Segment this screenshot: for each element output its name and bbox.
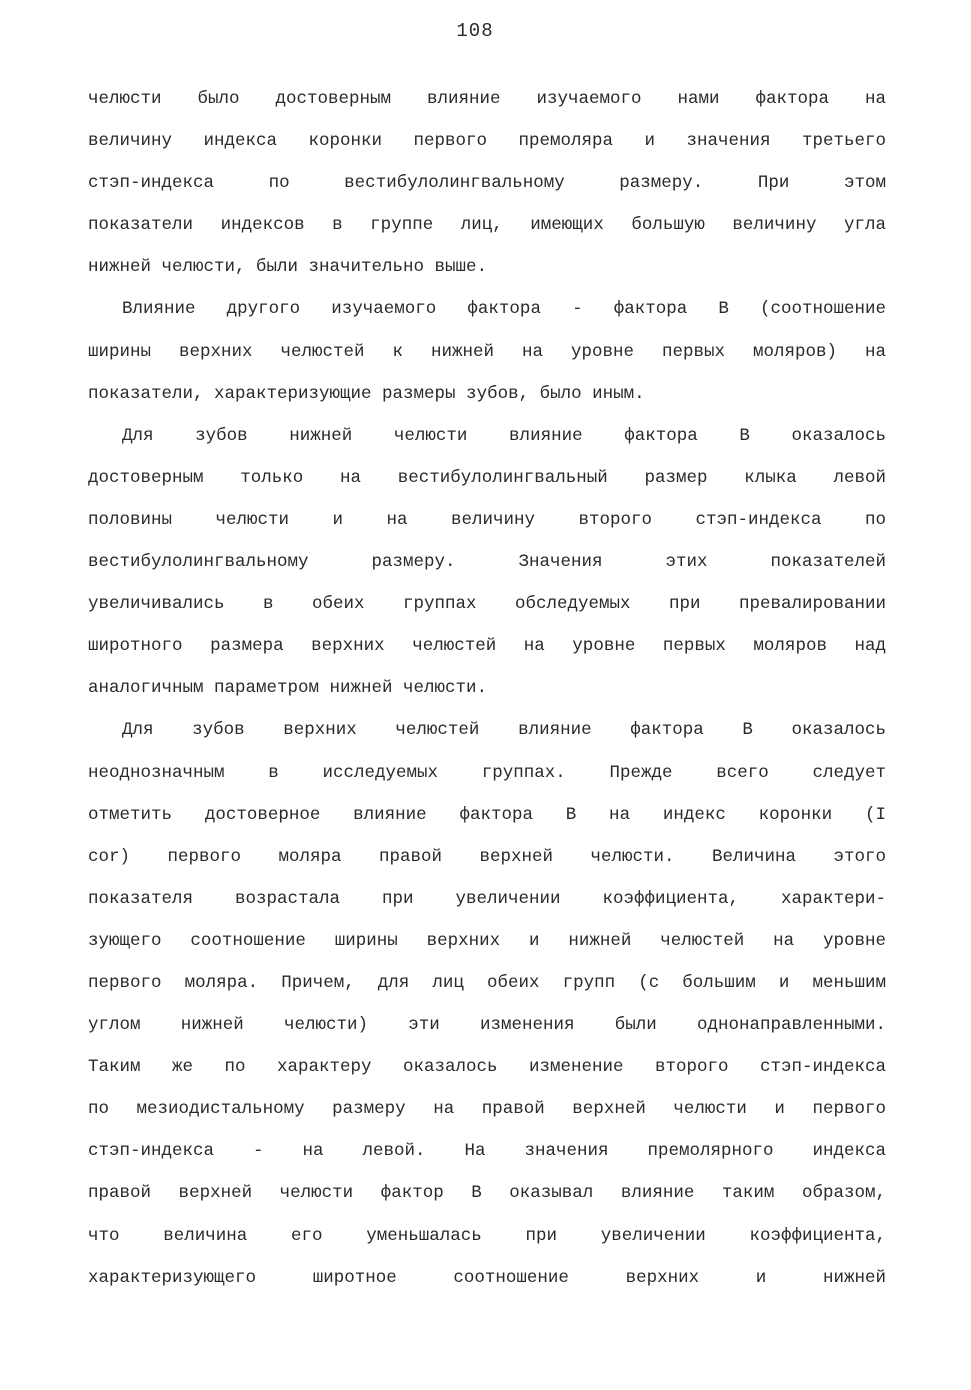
text-line: вестибулолингвальному размеру. Значения этих показателей bbox=[88, 552, 886, 573]
text-line: стэп-индекса по вестибулолингвальному размеру. При этом bbox=[88, 173, 886, 194]
text-line: правой верхней челюсти фактор В оказывал влияние таким образом, bbox=[88, 1183, 886, 1204]
text-line: достоверным только на вестибулолингвальный размер клыка левой bbox=[88, 467, 886, 488]
text-line: зующего соотношение ширины верхних и нижней челюстей на уровне bbox=[88, 930, 886, 951]
text-line: ширины верхних челюстей к нижней на уровне первых моляров) на bbox=[88, 341, 886, 362]
paragraph-first-line: Для зубов верхних челюстей влияние фактора В оказалось bbox=[122, 720, 886, 741]
paragraph-first-line: Для зубов нижней челюсти влияние фактора В оказалось bbox=[122, 425, 886, 446]
text-line: величину индекса коронки первого премоляра и значения третьего bbox=[88, 131, 886, 152]
text-line: отметить достоверное влияние фактора В на индекс коронки (I bbox=[88, 804, 886, 825]
text-line: челюсти было достоверным влияние изучаемого нами фактора на bbox=[88, 89, 886, 109]
text-line: неоднозначным в исследуемых группах. Прежде всего следует bbox=[88, 762, 886, 783]
text-line: стэп-индекса - на левой. На значения премолярного индекса bbox=[88, 1141, 886, 1162]
text-line: по мезиодистальному размеру на правой верхней челюсти и первого bbox=[88, 1099, 886, 1120]
text-line: cor) первого моляра правой верхней челюсти. Величина этого bbox=[88, 846, 886, 867]
text-line: показатели, характеризующие размеры зубов, было иным. bbox=[88, 383, 645, 404]
page-number: 108 bbox=[456, 20, 494, 42]
body-text bbox=[88, 78, 886, 1299]
text-line: аналогичным параметром нижней челюсти. bbox=[88, 678, 488, 699]
text-line: характеризующего широтное соотношение верхних и нижней bbox=[88, 1267, 886, 1288]
text-line: показателя возрастала при увеличении коэффициента, характери- bbox=[88, 888, 886, 909]
text-line: половины челюсти и на величину второго стэп-индекса по bbox=[88, 509, 886, 530]
text-line: нижней челюсти, были значительно выше. bbox=[88, 257, 488, 278]
paragraph-first-line: Влияние другого изучаемого фактора - фактора В (соотношение bbox=[122, 299, 886, 320]
text-line: первого моляра. Причем, для лиц обеих групп (с большим и меньшим bbox=[88, 972, 886, 993]
text-line: увеличивались в обеих группах обследуемых при превалировании bbox=[88, 594, 886, 615]
text-line: Таким же по характеру оказалось изменение второго стэп-индекса bbox=[88, 1057, 886, 1078]
text-line: углом нижней челюсти) эти изменения были однонаправленными. bbox=[88, 1015, 886, 1036]
text-line: широтного размера верхних челюстей на уровне первых моляров над bbox=[88, 636, 886, 657]
text-line: что величина его уменьшалась при увеличении коэффициента, bbox=[88, 1225, 886, 1246]
text-line: показатели индексов в группе лиц, имеющих большую величину угла bbox=[88, 215, 886, 236]
